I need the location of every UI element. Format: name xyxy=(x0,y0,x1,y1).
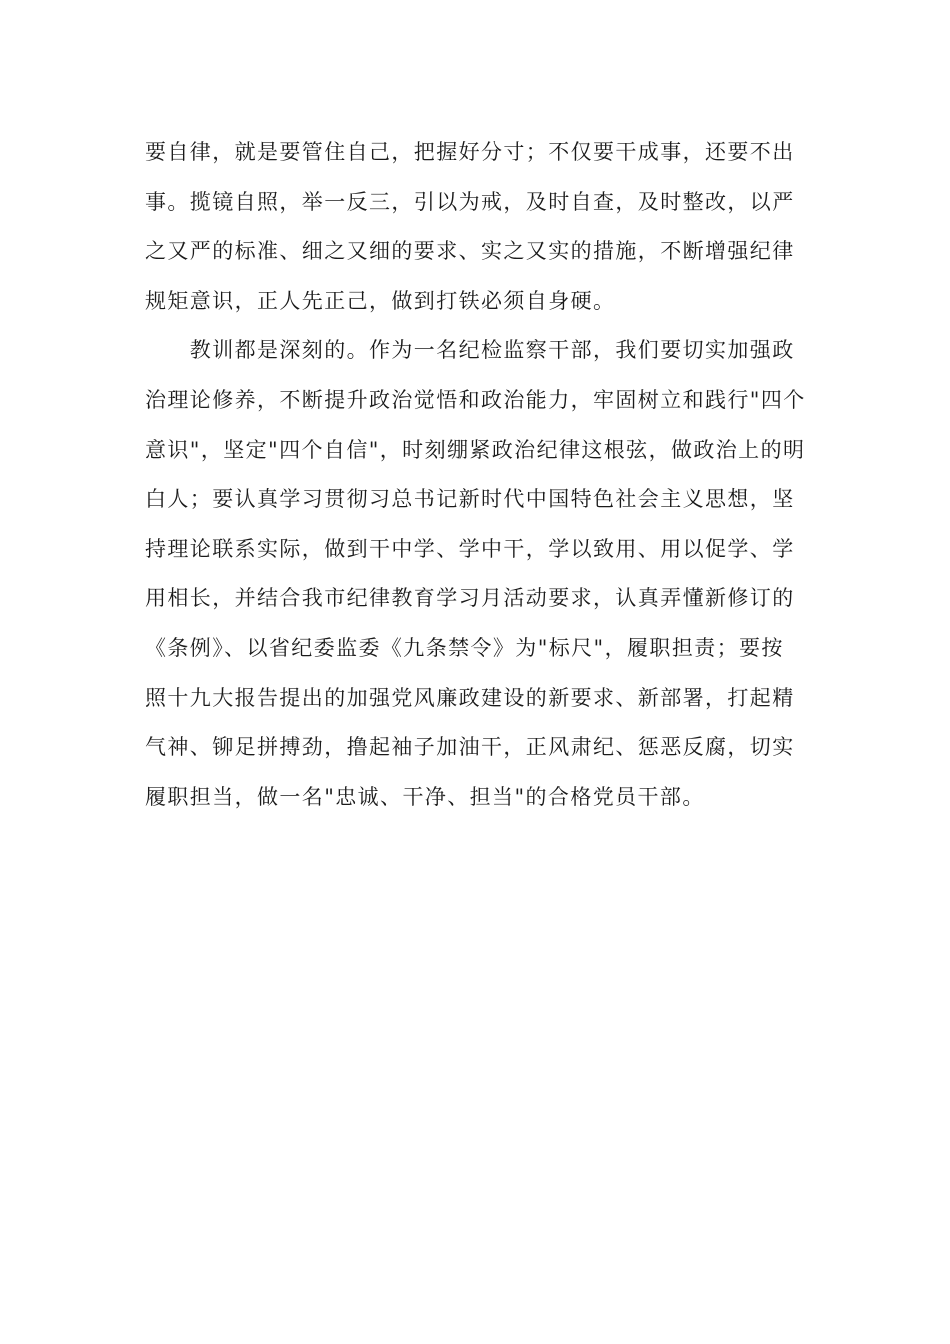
text-line: 之又严的标准、细之又细的要求、实之又实的措施，不断增强纪律 xyxy=(145,239,795,264)
text-line: 照十九大报告提出的加强党风廉政建设的新要求、新部署，打起精 xyxy=(145,685,795,710)
text-line: 规矩意识，正人先正己，做到打铁必须自身硬。 xyxy=(145,288,616,313)
document-body xyxy=(145,128,805,822)
text-line: 履职担当，做一名"忠诚、干净、担当"的合格党员干部。 xyxy=(145,784,705,809)
text-line: 《条例》、以省纪委监委《九条禁令》为"标尺"，履职担责；要按 xyxy=(145,635,784,660)
text-line: 白人；要认真学习贯彻习总书记新时代中国特色社会主义思想，坚 xyxy=(145,487,795,512)
text-line: 持理论联系实际，做到干中学、学中干，学以致用、用以促学、学 xyxy=(145,536,795,561)
paragraph-2 xyxy=(145,326,805,822)
paragraph-1 xyxy=(145,128,805,326)
text-line: 意识"，坚定"四个自信"，时刻绷紧政治纪律这根弦，做政治上的明 xyxy=(145,437,806,462)
text-line: 事。揽镜自照，举一反三，引以为戒，及时自查，及时整改，以严 xyxy=(145,189,795,214)
text-line: 气神、铆足拼搏劲，撸起袖子加油干，正风肃纪、惩恶反腐，切实 xyxy=(145,735,795,760)
text-line: 教训都是深刻的。作为一名纪检监察干部，我们要切实加强政 xyxy=(145,338,795,363)
text-line: 用相长，并结合我市纪律教育学习月活动要求，认真弄懂新修订的 xyxy=(145,586,795,611)
text-line: 治理论修养，不断提升政治觉悟和政治能力，牢固树立和践行"四个 xyxy=(145,387,806,412)
text-line: 要自律，就是要管住自己，把握好分寸；不仅要干成事，还要不出 xyxy=(145,140,795,164)
